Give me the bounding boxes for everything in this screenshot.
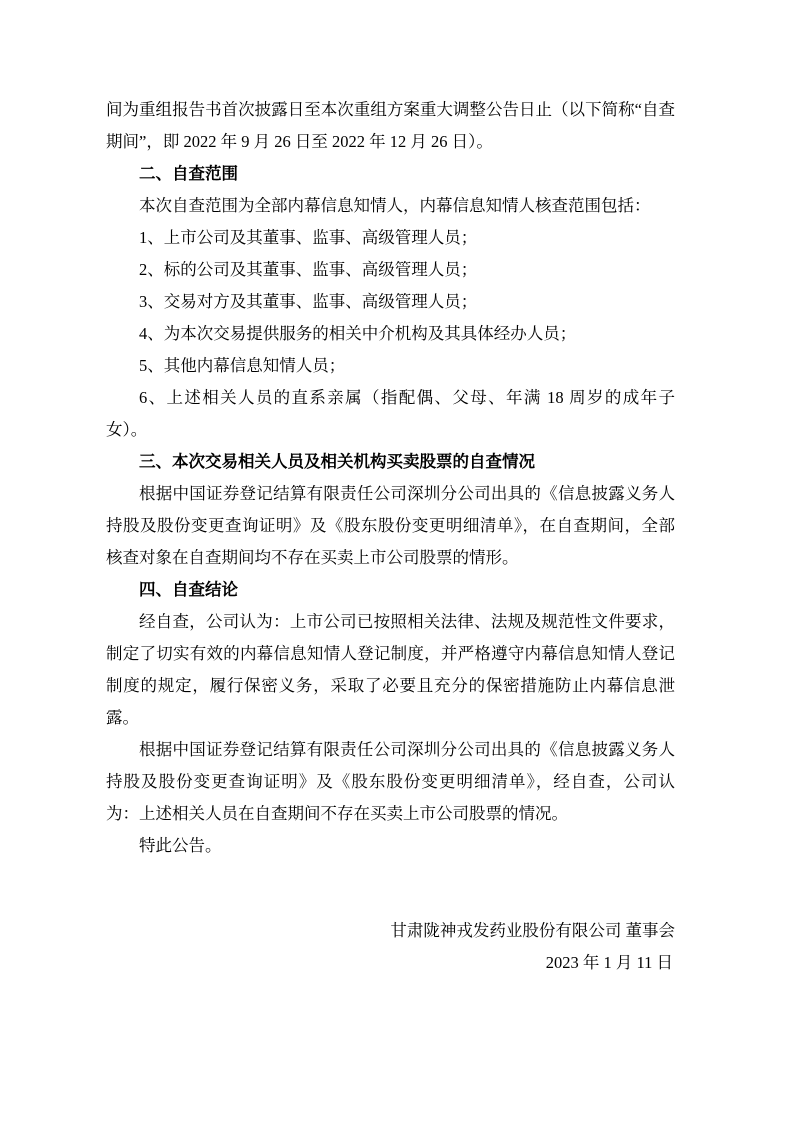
list-item-2: 2、标的公司及其董事、监事、高级管理人员； [139, 260, 478, 279]
trading-check-paragraph: 根据中国证券登记结算有限责任公司深圳分公司出具的《信息披露义务人持股及股份变更查询证明》及《股东股份变更明细清单》，在自查期间，全部核查对象在自查期间均不存在买卖上市公司股票的情形。 [106, 484, 675, 567]
list-item-6: 6、上述相关人员的直系亲属（指配偶、父母、年满 18 周岁的成年子女）。 [106, 388, 675, 439]
conclusion-paragraph-1: 经自查，公司认为：上市公司已按照相关法律、法规及规范性文件要求，制定了切实有效的内幕信息知情人登记制度，并严格遵守内幕信息知情人登记制度的规定，履行保密义务，采取了必要且充分的保密措施防止内幕信息泄露。 [106, 612, 675, 727]
scope-intro-paragraph: 本次自查范围为全部内幕信息知情人，内幕信息知情人核查范围包括： [139, 196, 651, 215]
company-signature: 甘肃陇神戎发药业股份有限公司 董事会 [390, 921, 675, 940]
list-item-5: 5、其他内幕信息知情人员； [139, 356, 346, 375]
announcement-date: 2023 年 1 月 11 日 [545, 953, 673, 972]
section-heading-trading-check: 三、本次交易相关人员及相关机构买卖股票的自查情况 [139, 453, 535, 471]
list-item-3: 3、交易对方及其董事、监事、高级管理人员； [139, 292, 478, 311]
closing-line: 特此公告。 [139, 836, 222, 855]
list-item-4: 4、为本次交易提供服务的相关中介机构及其具体经办人员； [139, 324, 577, 343]
continuation-paragraph: 间为重组报告书首次披露日至本次重组方案重大调整公告日止（以下简称“自查期间”，即 2022 年 9 月 26 日至 2022 年 12 月 26 日）。 [106, 100, 675, 151]
section-heading-conclusion: 四、自查结论 [139, 581, 238, 599]
section-heading-scope: 二、自查范围 [139, 165, 238, 183]
signature-block [106, 915, 675, 979]
conclusion-paragraph-2: 根据中国证券登记结算有限责任公司深圳分公司出具的《信息披露义务人持股及股份变更查询证明》及《股东股份变更明细清单》，经自查，公司认为：上述相关人员在自查期间不存在买卖上市公司股票的情况。 [106, 740, 675, 823]
list-item-1: 1、上市公司及其董事、监事、高级管理人员； [139, 228, 478, 247]
